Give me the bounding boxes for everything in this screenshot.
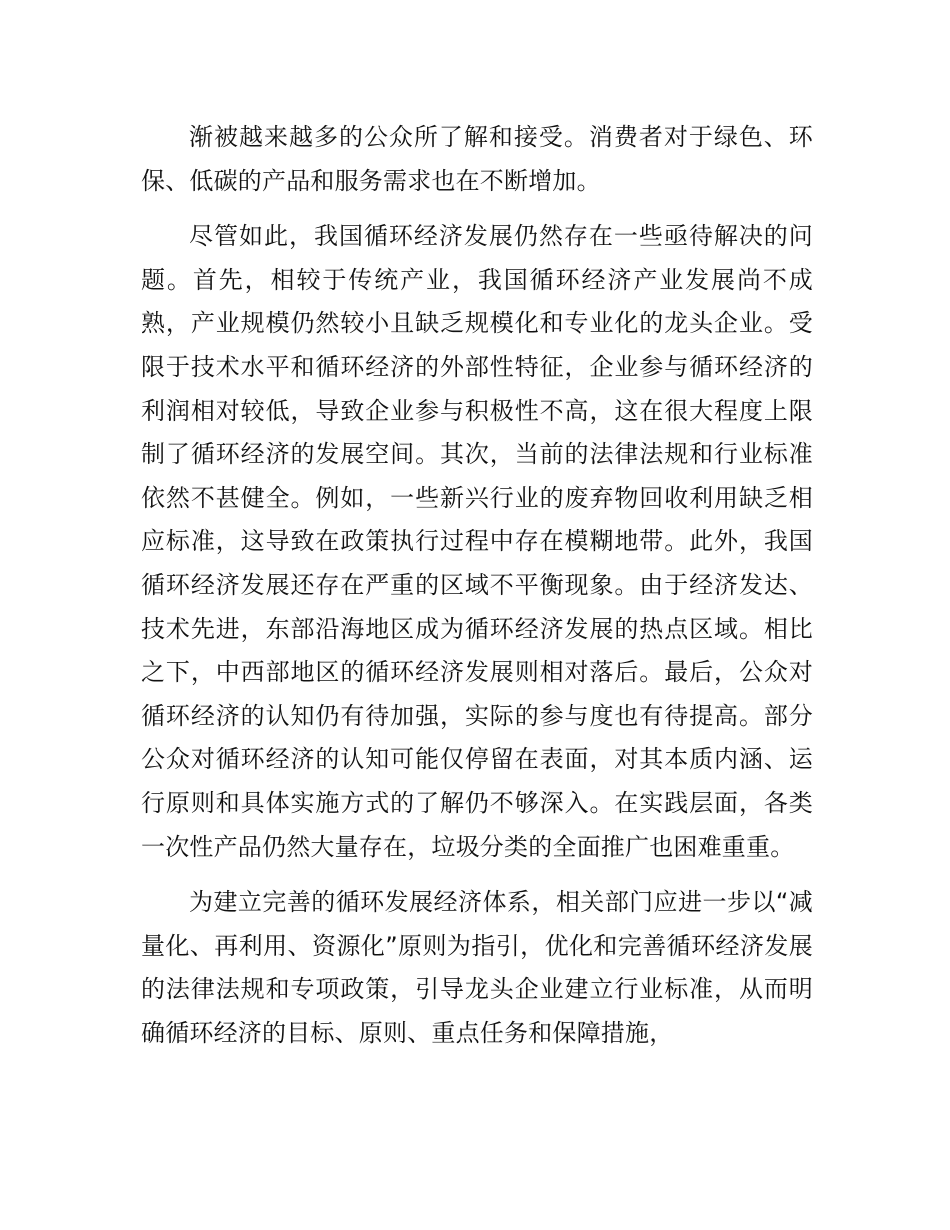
paragraph-1: 渐被越来越多的公众所了解和接受。消费者对于绿色、环保、低碳的产品和服务需求也在不断增加。 [141, 123, 813, 195]
document-body [141, 116, 813, 1067]
paragraph-2: 尽管如此，我国循环经济发展仍然存在一些亟待解决的问题。首先，相较于传统产业，我国循环经济产业发展尚不成熟，产业规模仍然较小且缺乏规模化和专业化的龙头企业。受限于技术水平和循环经济的外部性特征，企业参与循环经济的利润相对较低，导致企业参与积极性不高，这在很大程度上限制了循环经济的发展空间。其次，当前的法律法规和行业标准依然不甚健全。例如，一些新兴行业的废弃物回收利用缺乏相应标准，这导致在政策执行过程中存在模糊地带。此外，我国循环经济发展还存在严重的区域不平衡现象。由于经济发达、技术先进，东部沿海地区成为循环经济发展的热点区域。相比之下，中西部地区的循环经济发展则相对落后。最后，公众对循环经济的认知仍有待加强，实际的参与度也有待提高。部分公众对循环经济的认知可能仅停留在表面，对其本质内涵、运行原则和具体实施方式的了解仍不够深入。在实践层面，各类一次性产品仍然大量存在，垃圾分类的全面推广也困难重重。 [141, 222, 813, 861]
paragraph-3: 为建立完善的循环发展经济体系，相关部门应进一步以“减量化、再利用、资源化”原则为指引，优化和完善循环经济发展的法律法规和专项政策，引导龙头企业建立行业标准，从而明确循环经济的目标、原则、重点任务和保障措施， [141, 888, 813, 1047]
